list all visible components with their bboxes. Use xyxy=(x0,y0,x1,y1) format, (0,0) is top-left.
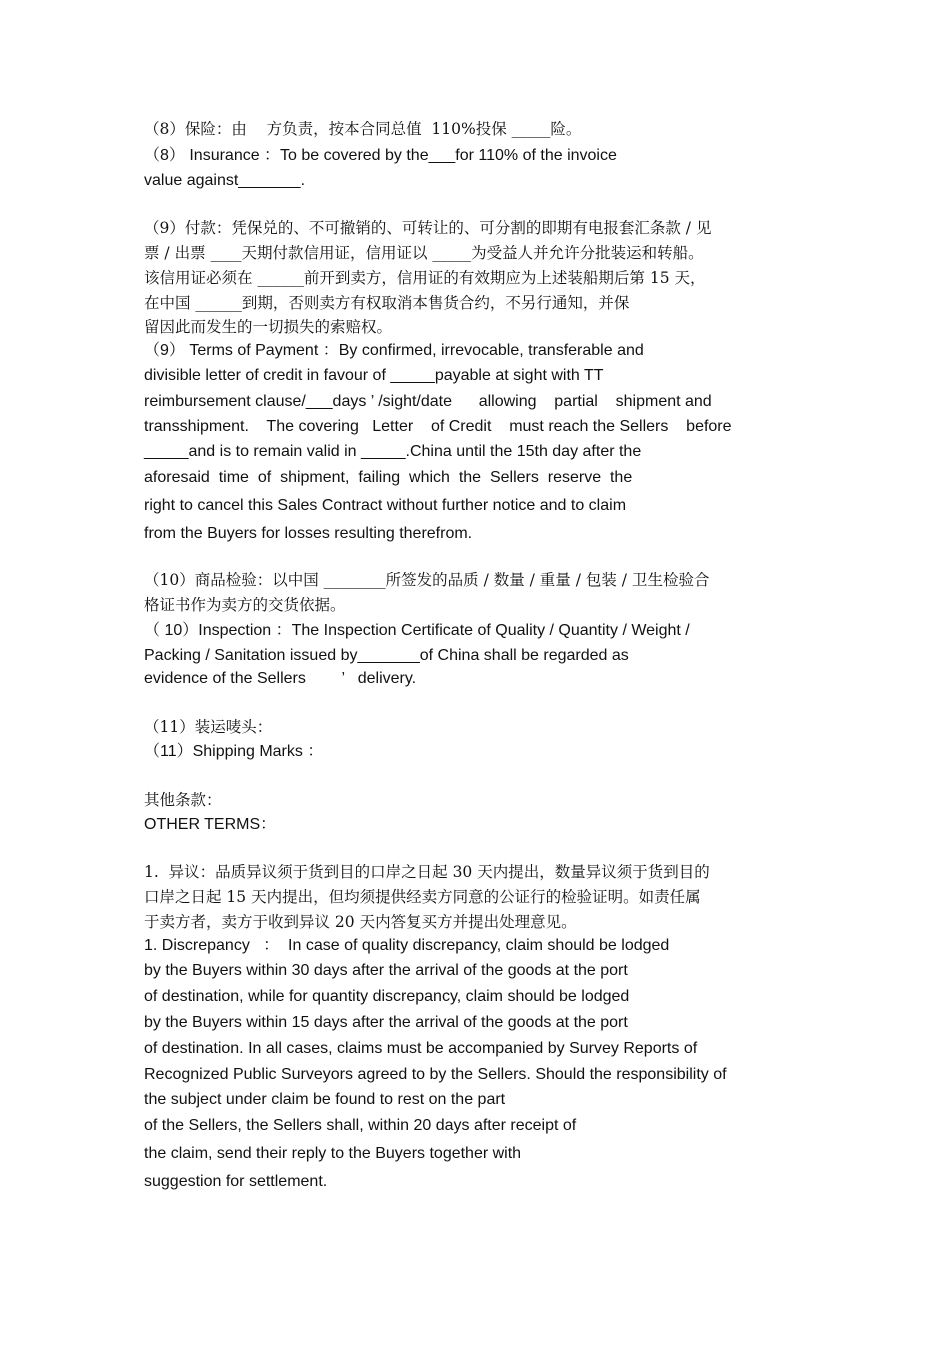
section9-en-line: _____and is to remain valid in _____.China until the 15th day after the xyxy=(144,443,642,460)
section9-zh-line: （9）付款：凭保兑的、不可撤销的、可转让的、可分割的即期有电报套汇条款 / 见 xyxy=(144,219,712,237)
item1-en-line: by the Buyers within 15 days after the arrival of the goods at the port xyxy=(144,1014,628,1031)
item1-en-line: of destination. In all cases, claims must be accompanied by Survey Reports of xyxy=(144,1040,698,1057)
other-terms-en: OTHER TERMS： xyxy=(144,816,277,833)
section9-zh-line: 票 / 出票 ____天期付款信用证，信用证以 _____为受益人并允许分批装运和转船。 xyxy=(144,244,704,262)
section10-zh-line: （10）商品检验：以中国 ________所签发的品质 / 数量 / 重量 / 包装 / 卫生检验合 xyxy=(144,571,710,589)
section10-en-line: evidence of the Sellers ’ delivery. xyxy=(144,670,417,687)
item1-en-line: Recognized Public Surveyors agreed to by the Sellers. Should the responsibility of xyxy=(144,1066,727,1083)
section11-en: （11）Shipping Marks ： xyxy=(144,743,324,760)
section8-zh: （8）保险：由 方负责，按本合同总值 110%投保 _____险。 xyxy=(144,120,582,138)
section11-zh: （11）装运唛头： xyxy=(144,718,273,736)
item1-en-line: suggestion for settlement. xyxy=(144,1173,328,1190)
section8-en-line: （8） Insurance ：To be covered by the___for 110% of the invoice xyxy=(144,147,617,164)
section8-en-line: value against_______. xyxy=(144,172,306,189)
item1-zh-line: 口岸之日起 15 天内提出，但均须提供经卖方同意的公证行的检验证明。如责任属 xyxy=(144,888,701,906)
section9-en-line: （9） Terms of Payment ：By confirmed, irrevocable, transferable and xyxy=(144,342,644,359)
section9-en-line: transshipment. The covering Letter of Credit must reach the Sellers before xyxy=(144,418,732,435)
other-terms-zh: 其他条款： xyxy=(144,791,222,809)
section10-zh-line: 格证书作为卖方的交货依据。 xyxy=(144,596,346,614)
section9-en-line: from the Buyers for losses resulting therefrom. xyxy=(144,525,473,542)
section9-en-line: right to cancel this Sales Contract without further notice and to claim xyxy=(144,497,627,514)
section9-en-line: reimbursement clause/___days ’ /sight/date allowing partial shipment and xyxy=(144,393,712,410)
section9-en-line: aforesaid time of shipment, failing which the Sellers reserve the xyxy=(144,469,633,486)
section9-en-line: divisible letter of credit in favour of _____payable at sight with TT xyxy=(144,367,604,384)
section9-zh-line: 该信用证必须在 ______前开到卖方，信用证的有效期应为上述装船期后第 15 天， xyxy=(144,269,706,287)
item1-zh-line: 1. 异议：品质异议须于货到目的口岸之日起 30 天内提出，数量异议须于货到目的 xyxy=(144,863,710,881)
item1-en-line: the claim, send their reply to the Buyers together with xyxy=(144,1145,522,1162)
item1-en-line: of destination, while for quantity discrepancy, claim should be lodged xyxy=(144,988,630,1005)
section10-en-line: Packing / Sanitation issued by_______of China shall be regarded as xyxy=(144,647,629,664)
item1-en-line: 1. Discrepancy ： In case of quality discrepancy, claim should be lodged xyxy=(144,937,670,954)
section10-en-line: （ 10）Inspection ：The Inspection Certificate of Quality / Quantity / Weight / xyxy=(144,622,690,639)
item1-en-line: the subject under claim be found to rest on the part xyxy=(144,1091,506,1108)
item1-en-line: by the Buyers within 30 days after the arrival of the goods at the port xyxy=(144,962,628,979)
section9-zh-line: 留因此而发生的一切损失的索赔权。 xyxy=(144,318,393,336)
item1-zh-line: 于卖方者，卖方于收到异议 20 天内答复买方并提出处理意见。 xyxy=(144,913,577,931)
item1-en-line: of the Sellers, the Sellers shall, within 20 days after receipt of xyxy=(144,1117,577,1134)
section9-zh-line: 在中国 ______到期，否则卖方有权取消本售货合约，不另行通知，并保 xyxy=(144,294,630,312)
